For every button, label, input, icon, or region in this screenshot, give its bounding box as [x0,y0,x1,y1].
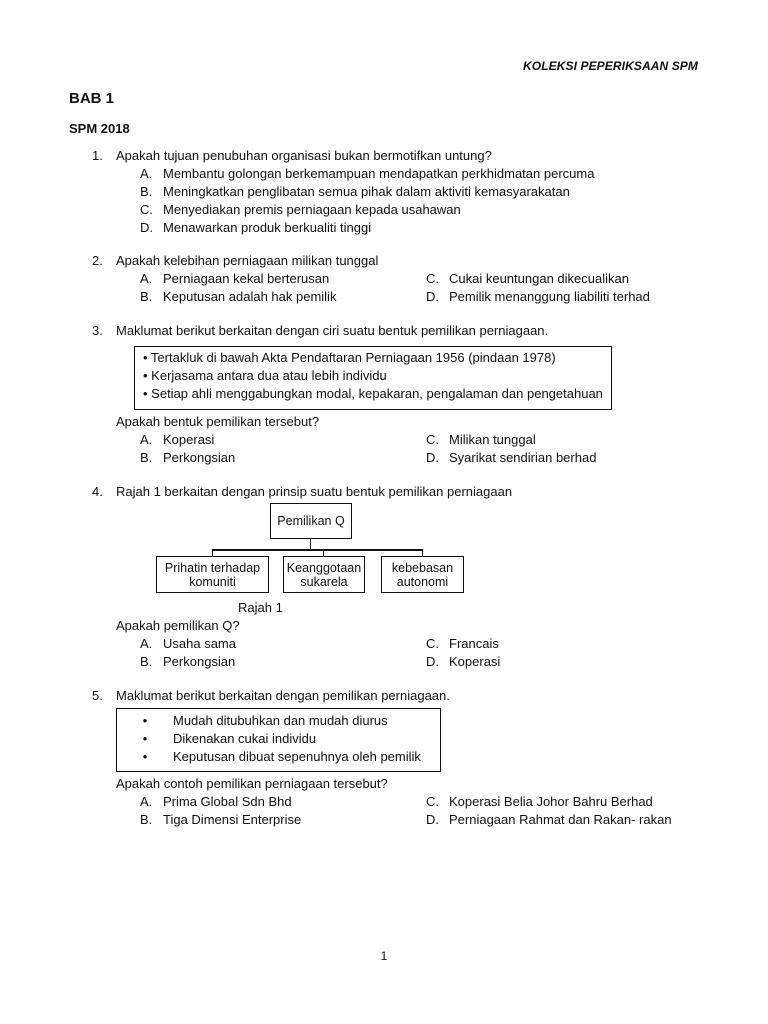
question-2 [92,252,712,306]
question-5-answers [92,775,712,829]
box-item: • Keputusan dibuat sepenuhnya oleh pemilik [142,749,421,764]
sub-question: Apakah pemilikan Q? [116,618,240,633]
box-item: • Tertakluk di bawah Akta Pendaftaran Perniagaan 1956 (pindaan 1978) [143,350,556,365]
question-number: 2. [92,253,103,268]
option-c: C. Koperasi Belia Johor Bahru Berhad [426,794,653,809]
question-number: 5. [92,688,103,703]
option-c: C. Milikan tunggal [426,432,536,447]
sub-question: Apakah contoh pemilikan perniagaan tersebut? [116,776,388,791]
question-stem: Rajah 1 berkaitan dengan prinsip suatu bentuk pemilikan perniagaan [116,484,513,499]
sub-question: Apakah bentuk pemilikan tersebut? [116,414,320,429]
chapter-title: BAB 1 [69,90,115,107]
option-a: A. Usaha sama [140,636,236,651]
characteristics-box [134,346,612,410]
question-number: 1. [92,148,103,163]
diagram-child-box: Keanggotaan sukarela [283,556,365,593]
question-4-answers [92,617,712,671]
exam-session: SPM 2018 [69,121,130,136]
question-stem: Apakah tujuan penubuhan organisasi bukan bermotifkan untung? [116,148,492,163]
diagram-connector [212,549,423,551]
option-a: A. Perniagaan kekal berterusan [140,271,330,286]
page-number: 1 [380,949,388,963]
option-b: B. Meningkatkan penglibatan semua pihak dalam aktiviti kemasyarakatan [140,184,570,199]
box-item: • Setiap ahli menggabungkan modal, kepakaran, pengalaman dan pengetahuan [143,386,603,401]
question-5 [92,687,712,705]
diagram-child-box: kebebasan autonomi [381,556,464,593]
option-b: B. Perkongsian [140,654,236,669]
question-3-answers [92,413,712,467]
option-b: B. Tiga Dimensi Enterprise [140,812,302,827]
option-a: A. Koperasi [140,432,215,447]
option-d: D. Perniagaan Rahmat dan Rakan- rakan [426,812,672,827]
diagram-caption: Rajah 1 [238,600,283,615]
option-c: C. Cukai keuntungan dikecualikan [426,271,629,286]
option-d: D. Menawarkan produk berkualiti tinggi [140,220,372,235]
option-a: A. Prima Global Sdn Bhd [140,794,292,809]
option-d: D. Koperasi [426,654,501,669]
option-b: B. Keputusan adalah hak pemilik [140,289,337,304]
info-box [116,708,441,772]
document-header: KOLEKSI PEPERIKSAAN SPM [523,59,698,73]
box-item: • Dikenakan cukai individu [142,731,317,746]
question-number: 4. [92,484,103,499]
question-3 [92,322,712,340]
box-item: • Mudah ditubuhkan dan mudah diurus [142,713,388,728]
option-d: D. Pemilik menanggung liabiliti terhad [426,289,650,304]
diagram-child-box: Prihatin terhadap komuniti [156,556,269,593]
question-stem: Maklumat berikut berkaitan dengan ciri suatu bentuk pemilikan perniagaan. [116,323,549,338]
option-b: B. Perkongsian [140,450,236,465]
question-1 [92,147,712,237]
option-c: C. Menyediakan premis perniagaan kepada usahawan [140,202,461,217]
question-number: 3. [92,323,103,338]
question-stem: Apakah kelebihan perniagaan milikan tunggal [116,253,379,268]
diagram-root-box: Pemilikan Q [270,503,352,539]
option-a: A. Membantu golongan berkemampuan mendapatkan perkhidmatan percuma [140,166,595,181]
box-item: • Kerjasama antara dua atau lebih individu [143,368,387,383]
question-4 [92,483,712,501]
option-c: C. Francais [426,636,499,651]
option-d: D. Syarikat sendirian berhad [426,450,597,465]
question-stem: Maklumat berikut berkaitan dengan pemilikan perniagaan. [116,688,450,703]
